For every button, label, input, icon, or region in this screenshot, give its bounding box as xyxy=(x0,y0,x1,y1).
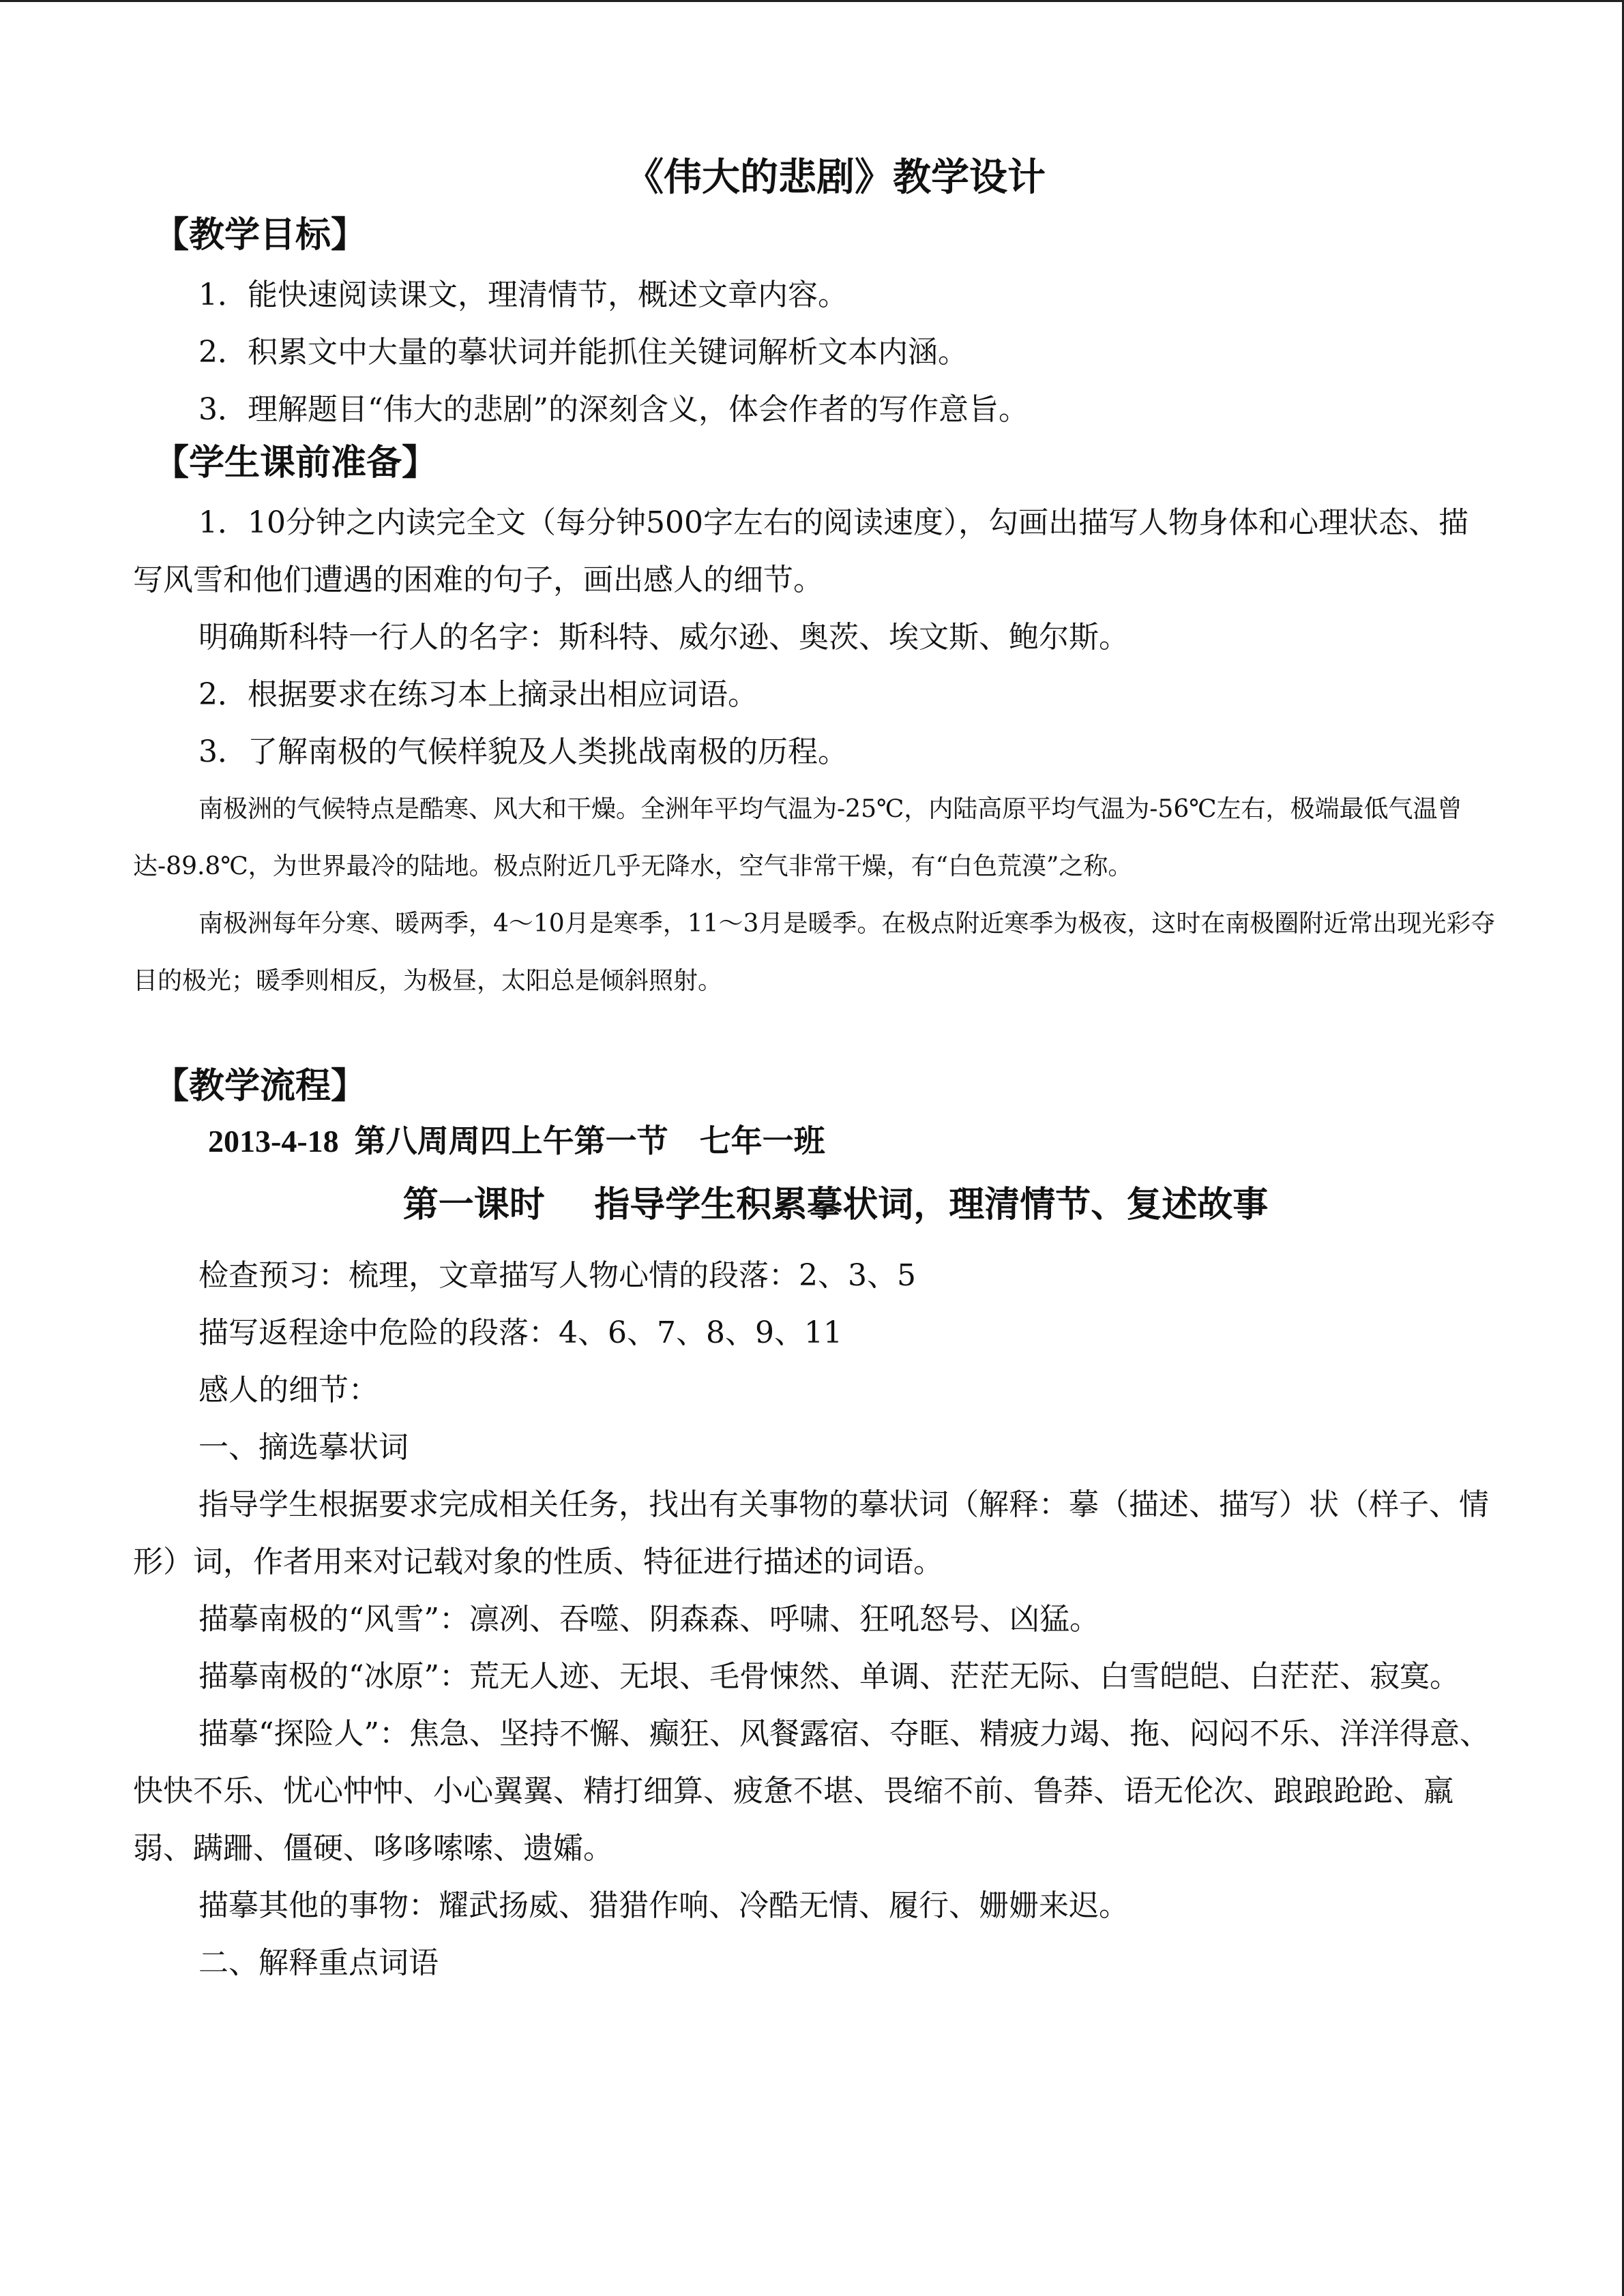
process-heading: 【教学流程】 xyxy=(153,1065,367,1107)
lesson-title: 第一课时 指导学生积累摹状词，理清情节、复述故事 xyxy=(402,1184,1269,1225)
preparation-heading: 【学生课前准备】 xyxy=(153,442,438,483)
danger-paragraphs: 描写返程途中危险的段落：4、6、7、8、9、11 xyxy=(198,1315,842,1350)
check-preview: 检查预习：梳理，文章描写人物心情的段落：2、3、5 xyxy=(198,1258,916,1293)
wind-snow-words: 描摹南极的“风雪”：凛冽、吞噬、阴森森、呼啸、狂吼怒号、凶猛。 xyxy=(198,1602,1099,1637)
step-1-intro: 指导学生根据要求完成相关任务，找出有关事物的摹状词（解释：摹（描述、描写）状（样子、情形）词，作者用来对记载对象的性质、特征进行描述的词语。 xyxy=(133,1487,1489,1579)
page-border-top xyxy=(0,0,1624,2)
document-page xyxy=(133,153,1497,1992)
objective-item-3: 3．理解题目“伟大的悲剧”的深刻含义，体会作者的写作意旨。 xyxy=(198,392,1029,427)
step-2-title: 二、解释重点词语 xyxy=(198,1945,439,1980)
preparation-names: 明确斯科特一行人的名字：斯科特、威尔逊、奥茨、埃文斯、鲍尔斯。 xyxy=(198,620,1129,655)
other-words: 描摹其他的事物：耀武扬威、猎猎作响、冷酷无情、履行、姗姗来迟。 xyxy=(198,1888,1129,1923)
objectives-heading: 【教学目标】 xyxy=(153,214,367,256)
climate-note-1: 南极洲的气候特点是酷寒、风大和干燥。全洲年平均气温为-25℃，内陆高原平均气温为-56℃左右，极端最低气温曾达-89.8℃，为世界最冷的陆地。极点附近几乎无降水，空气非常干燥，有“白色荒漠”之称。 xyxy=(133,795,1462,880)
ice-field-words: 描摹南极的“冰原”：荒无人迹、无垠、毛骨悚然、单调、茫茫无际、白雪皑皑、白茫茫、寂寞。 xyxy=(198,1659,1460,1694)
step-1-title: 一、摘选摹状词 xyxy=(198,1430,409,1465)
preparation-item-1: 1．10分钟之内读完全文（每分钟500字左右的阅读速度），勾画出描写人物身体和心理状态、描写风雪和他们遭遇的困难的句子，画出感人的细节。 xyxy=(133,505,1468,597)
touching-details: 感人的细节： xyxy=(198,1373,379,1407)
lesson-info: 2013-4-18 第八周周四上午第一节 七年一班 xyxy=(208,1124,825,1159)
preparation-item-3: 3．了解南极的气候样貌及人类挑战南极的历程。 xyxy=(198,734,848,769)
objective-item-1: 1．能快速阅读课文，理清情节，概述文章内容。 xyxy=(198,278,848,312)
document-title: 《伟大的悲剧》教学设计 xyxy=(625,155,1046,200)
explorer-words: 描摹“探险人”：焦急、坚持不懈、癫狂、风餐露宿、夺眶、精疲力竭、拖、闷闷不乐、洋洋得意、快快不乐、忧心忡忡、小心翼翼、精打细算、疲惫不堪、畏缩不前、鲁莽、语无伦次、踉踉跄跄、羸弱、蹒跚、僵硬、哆哆嗦嗦、遗孀。 xyxy=(133,1716,1490,1866)
climate-note-2: 南极洲每年分寒、暖两季，4～10月是寒季，11～3月是暖季。在极点附近寒季为极夜，这时在南极圈附近常出现光彩夺目的极光；暖季则相反，为极昼，太阳总是倾斜照射。 xyxy=(133,910,1496,995)
objective-item-2: 2．积累文中大量的摹状词并能抓住关键词解析文本内涵。 xyxy=(198,335,968,370)
section-spacer xyxy=(133,1010,1497,1064)
preparation-item-2: 2．根据要求在练习本上摘录出相应词语。 xyxy=(198,677,758,712)
